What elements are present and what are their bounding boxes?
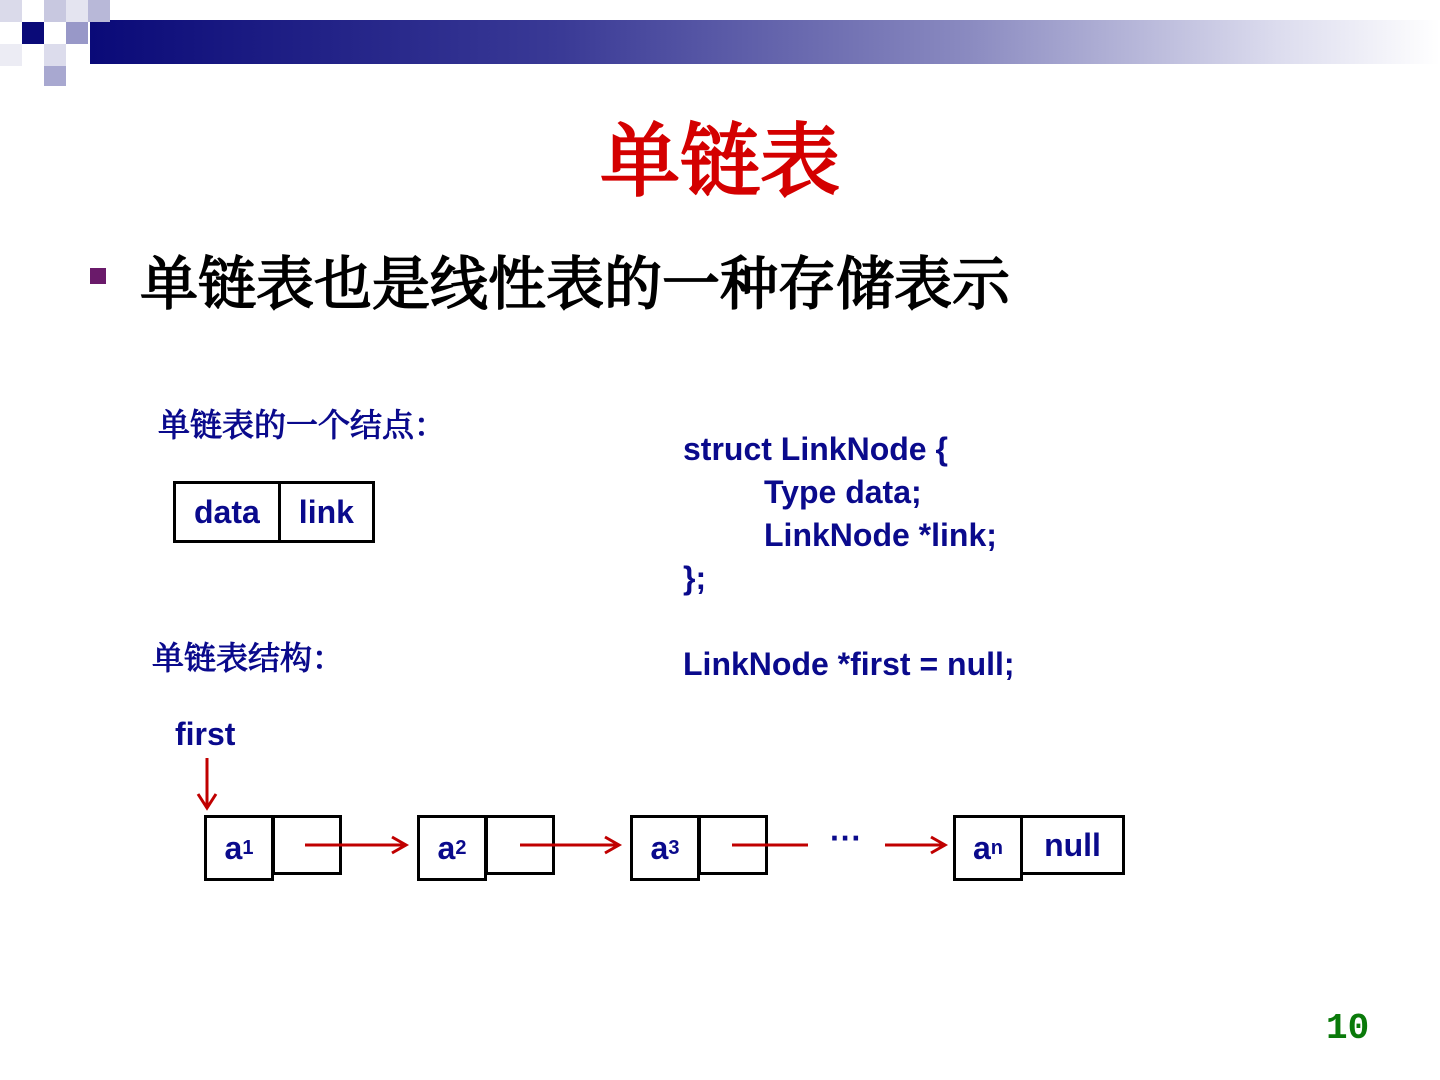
node-value: a: [224, 829, 243, 866]
arrow-head: [198, 794, 216, 808]
code-line: Type data;: [764, 474, 922, 510]
code-line: LinkNode *first = null;: [683, 646, 1015, 682]
header-decoration-square: [0, 44, 22, 66]
header-decoration-square: [66, 22, 88, 44]
header-decoration-square: [44, 66, 66, 86]
node-value: a: [437, 829, 456, 866]
node-subscript: 1: [242, 836, 254, 859]
code-line: struct LinkNode {: [683, 431, 948, 467]
list-node-data-box: [204, 815, 274, 881]
node-value: a: [650, 829, 669, 866]
code-line: };: [683, 560, 707, 596]
ellipsis: ···: [830, 820, 862, 856]
node-subscript: 3: [668, 836, 680, 859]
header-decoration-square: [44, 0, 66, 22]
node-field-link: link: [278, 484, 372, 540]
node-caption: 单链表的一个结点：: [158, 407, 447, 443]
arrow-head: [931, 837, 945, 853]
list-node-data-box: [417, 815, 487, 881]
head-pointer-label: first: [175, 716, 236, 752]
header-decoration-square: [66, 0, 88, 22]
list-node-null-box: null: [1020, 815, 1125, 875]
list-node-data-box: [630, 815, 700, 881]
list-node-link-box: [485, 815, 555, 875]
list-node-data-box: [953, 815, 1023, 881]
header-decoration-square: [44, 44, 66, 66]
code-line: LinkNode *link;: [764, 517, 997, 553]
node-diagram: [173, 481, 375, 543]
node-value: a: [972, 829, 991, 866]
header-gradient-bar: [90, 20, 1440, 64]
node-subscript: n: [990, 836, 1003, 859]
list-node-link-box: [698, 815, 768, 875]
bullet-square-icon: [90, 268, 106, 284]
header-decoration-square: [88, 0, 110, 22]
node-field-data: data: [194, 493, 260, 530]
node-subscript: 2: [455, 836, 467, 859]
bullet-text: 单链表也是线性表的一种存储表示: [140, 252, 1011, 317]
arrow-head: [605, 837, 619, 853]
header-decoration-square: [0, 0, 22, 22]
structure-caption: 单链表结构：: [152, 640, 345, 676]
slide-title: 单链表: [600, 117, 840, 206]
arrow-head: [392, 837, 406, 853]
header-decoration-square: [22, 22, 44, 44]
page-number: 10: [1326, 1008, 1370, 1049]
list-node-link-box: [272, 815, 342, 875]
